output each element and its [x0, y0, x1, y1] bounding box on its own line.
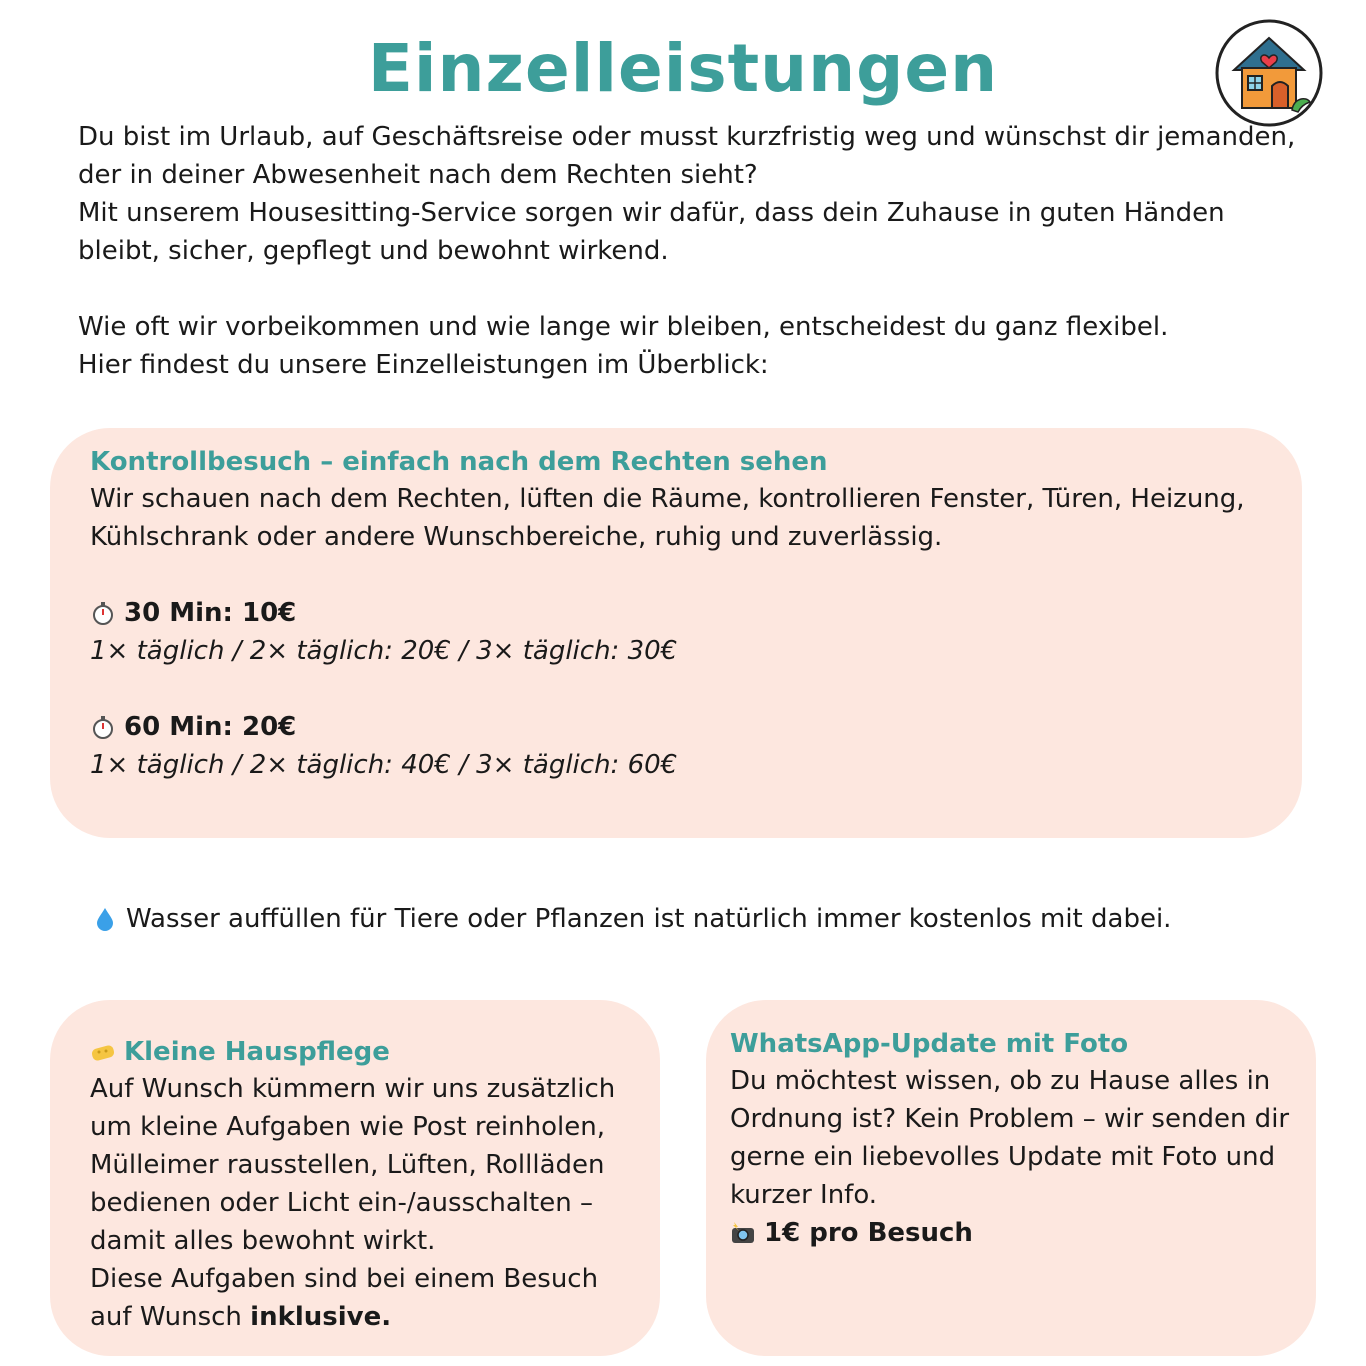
droplet-icon	[92, 906, 118, 932]
water-note	[92, 900, 1171, 938]
page-title: Einzelleistungen	[367, 30, 999, 107]
stopwatch-icon	[90, 714, 116, 740]
whatsapp-title: WhatsApp-Update mit Foto	[730, 1029, 1129, 1059]
hauspflege-title-row	[90, 1034, 620, 1070]
hauspflege-inclusive-text	[90, 1260, 620, 1336]
price-30-label: 30 Min: 10€	[124, 598, 297, 628]
intro-line-4: Hier findest du unsere Einzelleistungen im Überblick:	[78, 350, 769, 380]
price-60-detail: 1× täglich / 2× täglich: 40€ / 3× täglich: 60€	[90, 750, 678, 780]
house-heart-icon	[1214, 18, 1324, 128]
water-note-text: Wasser auffüllen für Tiere oder Pflanzen ist natürlich immer kostenlos mit dabei.	[126, 904, 1172, 934]
price-60-label: 60 Min: 20€	[124, 712, 297, 742]
intro-line-1: Du bist im Urlaub, auf Geschäftsreise oder musst kurzfristig weg und wünschst dir jemanden, der in deiner Abwesenheit nach dem Rechten sieht?	[78, 122, 1296, 190]
whatsapp-text: Du möchtest wissen, ob zu Hause alles in Ordnung ist? Kein Problem – wir senden dir gerne ein liebevolles Update mit Foto und kurzer Info.	[730, 1066, 1290, 1210]
hauspflege-text: Auf Wunsch kümmern wir uns zusätzlich um kleine Aufgaben wie Post reinholen, Mülleimer rausstellen, Lüften, Rollläden bedienen oder Licht ein-/ausschalten – damit alles bewohnt wirkt.	[90, 1074, 616, 1256]
hauspflege-card	[50, 1000, 660, 1356]
whatsapp-price-row	[730, 1214, 1292, 1252]
whatsapp-card	[706, 1000, 1316, 1356]
hauspflege-inclusive-bold: inklusive.	[250, 1302, 392, 1332]
price-30-detail: 1× täglich / 2× täglich: 20€ / 3× täglich: 30€	[90, 636, 678, 666]
stopwatch-icon	[90, 600, 116, 626]
hauspflege-inclusive-prefix: Diese Aufgaben sind bei einem Besuch auf Wunsch	[90, 1264, 599, 1332]
sponge-icon	[90, 1039, 116, 1065]
intro-text	[78, 118, 1308, 384]
intro-line-3: Wie oft wir vorbeikommen und wie lange wir bleiben, entscheidest du ganz flexibel.	[78, 312, 1169, 342]
kontrollbesuch-text: Wir schauen nach dem Rechten, lüften die Räume, kontrollieren Fenster, Türen, Heizung, Kühlschrank oder andere Wunschbereiche, ruhig und zuverlässig.	[90, 484, 1245, 552]
kontrollbesuch-card	[50, 428, 1302, 838]
hauspflege-title: Kleine Hauspflege	[124, 1037, 390, 1067]
camera-flash-icon	[730, 1220, 756, 1246]
whatsapp-price: 1€ pro Besuch	[764, 1218, 973, 1248]
intro-line-2: Mit unserem Housesitting-Service sorgen wir dafür, dass dein Zuhause in guten Händen bleibt, sicher, gepflegt und bewohnt wirkend.	[78, 198, 1225, 266]
kontrollbesuch-title: Kontrollbesuch – einfach nach dem Rechten sehen	[90, 447, 828, 477]
price-60-min	[90, 708, 1262, 746]
price-30-min	[90, 594, 1262, 632]
